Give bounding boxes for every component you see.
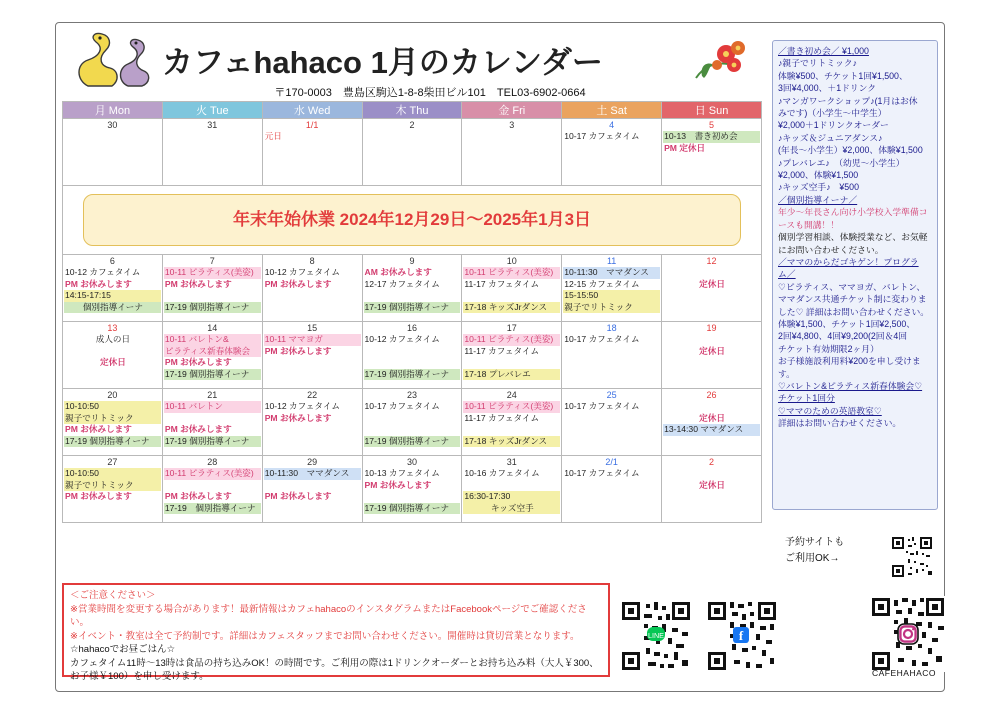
day-number: 30 [107, 120, 118, 130]
day-events [662, 468, 761, 491]
day-event-line: AM お休みします [364, 267, 432, 277]
price-info-line: ／ママのからだゴキゲン！プログラ [778, 256, 919, 267]
calendar-week-row [63, 456, 762, 523]
calendar-day-cell [63, 389, 163, 456]
day-number: 7 [209, 256, 215, 266]
price-info-line: チケット有効期限2ヶ月） [778, 343, 879, 354]
price-info-line: 3回¥4,000、＋1ドリンク [778, 83, 877, 94]
day-event-line: 17-18 キッズJrダンス [463, 302, 560, 314]
day-number: 15 [307, 323, 318, 333]
calendar-day-cell [462, 119, 562, 186]
notice-line-5: お子様￥100）を申し受けます。 [70, 671, 209, 682]
day-number: 20 [107, 390, 118, 400]
holiday-banner-cell [63, 186, 762, 255]
day-event-line: 定休日 [699, 412, 725, 423]
day-event-line: 12-17 カフェタイム [364, 278, 440, 289]
day-number: 19 [706, 323, 717, 333]
day-events [163, 468, 262, 514]
day-event-line: 10-11 ピラティス(美姿) [463, 401, 560, 413]
weekday-thu: 木 Thu [362, 102, 462, 119]
day-event-line: PM お休みします [264, 278, 332, 289]
day-event-line: キッズ空手 [463, 503, 560, 515]
day-number: 5 [709, 120, 715, 130]
day-events [63, 401, 162, 447]
day-event-line: 10-12 カフェタイム [264, 267, 341, 277]
day-event-line: 10-17 カフェタイム [564, 401, 640, 411]
day-event-line [364, 290, 461, 302]
day-event-line: 10-17 カフェタイム [564, 334, 640, 344]
day-event-line [463, 424, 560, 436]
price-info-line: ママダンス共通チケット制に変わりま [778, 294, 927, 305]
calendar-day-cell [662, 322, 762, 389]
day-events [662, 334, 761, 357]
calendar-week-row [63, 119, 762, 186]
calendar-table [62, 101, 762, 523]
day-number: 17 [506, 323, 517, 333]
day-event-line: 15-15:50 [563, 290, 660, 302]
day-event-line [364, 424, 461, 436]
day-event-line: 10-11 ママヨガ [264, 334, 361, 346]
day-event-line: 11-17 カフェタイム [464, 278, 540, 289]
price-info-line: ♡バレトン&ピラティス新春体験会♡ [778, 380, 923, 391]
day-events [363, 334, 462, 380]
reservation-line1: 予約サイトも [785, 537, 845, 548]
day-event-line: 10-17 カフェタイム [364, 401, 440, 411]
day-number: 22 [307, 390, 318, 400]
day-event-line: 10-11 ピラティス(美姿) [164, 468, 261, 480]
day-event-line: PM お休みします [65, 424, 132, 434]
day-event-line [663, 334, 760, 346]
day-event-line: PM 定休日 [664, 142, 706, 153]
day-event-line [364, 357, 461, 369]
svg-text:f: f [738, 628, 744, 643]
calendar-day-cell [462, 255, 562, 322]
day-number: 13 [107, 323, 118, 333]
day-event-line: 17-18 キッズJrダンス [463, 436, 560, 448]
day-number: 2 [409, 120, 415, 130]
day-event-line: 10-11 ピラティス(美姿) [463, 267, 560, 279]
calendar-day-cell [63, 322, 163, 389]
weekday-header-row [63, 102, 762, 119]
day-event-line: 定休日 [699, 278, 725, 289]
day-event-line [64, 503, 161, 515]
day-event-line: 10-11:30 ママダンス [563, 267, 660, 279]
day-event-line [164, 480, 261, 492]
calendar-day-cell [162, 119, 262, 186]
day-events [63, 468, 162, 514]
day-number: 31 [506, 457, 517, 467]
calendar-day-cell [162, 456, 262, 523]
day-event-line [264, 480, 361, 492]
calendar-day-cell [63, 456, 163, 523]
day-events [562, 401, 661, 413]
price-info-line: ♪親子でリトミック♪ [778, 58, 857, 69]
day-number: 14 [207, 323, 218, 333]
day-event-line: PM お休みします [164, 491, 232, 501]
day-event-line: 10-16 カフェタイム [464, 468, 540, 478]
day-events [462, 334, 561, 380]
day-number: 23 [406, 390, 417, 400]
price-info-line: ースも開講！！ [778, 219, 840, 230]
day-event-line: PM お休みします [364, 479, 432, 490]
day-events [263, 334, 362, 357]
day-events [263, 401, 362, 424]
day-number: 11 [606, 256, 617, 266]
day-events [462, 401, 561, 447]
price-info-line: (年長〜小学生）¥2,000、体験¥1,500 [778, 145, 923, 156]
notice-line-4: カフェタイム11時〜13時は食品の持ち込みOK！の時間です。ご利用の際は1ドリンクオーダーとお持ち込み料（大人￥300、 [70, 657, 599, 669]
calendar-day-cell [562, 456, 662, 523]
price-info-line: 体験¥500、チケット1回¥1,500、 [778, 70, 908, 81]
notice-line-3: ☆hahacoでお昼ごはん☆ [70, 644, 176, 655]
line-qr-code[interactable] [620, 600, 692, 677]
day-event-line [364, 346, 461, 358]
day-number: 24 [506, 390, 517, 400]
day-event-line: 10-13 カフェタイム [364, 468, 440, 478]
price-info-line: ♡ママのための英語教室♡ [778, 405, 882, 416]
day-event-line: PM お休みします [264, 412, 332, 423]
day-event-line: 成人の日 [95, 334, 131, 344]
day-events [562, 267, 661, 313]
day-events [462, 468, 561, 514]
calendar-day-cell [662, 456, 762, 523]
day-event-line: 17-19 個別指導イーナ [364, 369, 461, 381]
price-info-line: 2回¥4,800、4回¥9,200(2回＆4回 [778, 331, 908, 342]
day-event-line: 12-15 カフェタイム [564, 278, 640, 289]
day-number: 1/1 [305, 120, 319, 130]
day-events [63, 334, 162, 369]
price-info-line: 体験¥1,500、チケット1回¥2,500、 [778, 318, 916, 329]
day-number: 10 [506, 256, 517, 266]
day-event-line: 元日 [264, 131, 282, 141]
day-event-line: PM お休みします [264, 491, 332, 501]
price-info-line: ♪キッズ＆ジュニアダンス♪ [778, 132, 883, 143]
price-info-line: ♪プレバレエ♪ （幼児〜小学生） [778, 157, 905, 168]
day-event-line [164, 290, 261, 302]
calendar-day-cell [362, 322, 462, 389]
day-event-line: 17-19 個別指導イーナ [64, 436, 161, 448]
day-events [363, 267, 462, 313]
day-number: 27 [107, 457, 118, 467]
day-event-line [463, 290, 560, 302]
day-event-line: 16:30-17:30 [463, 491, 560, 503]
price-info-line: ¥2,000＋1ドリンクオーダー [778, 120, 889, 131]
shop-address: 〒170-0003 豊島区駒込1-8-8柴田ビル101 TEL03-6902-0664 [274, 87, 586, 99]
price-info-line: ♪キッズ空手♪ ¥500 [778, 182, 859, 193]
day-event-line [663, 267, 760, 279]
day-event-line: 10-11 ピラティス(美姿) [164, 267, 261, 279]
price-info-line: ♡ピラティス、ママヨガ、バレトン、 [778, 281, 926, 292]
day-event-line: 13-14:30 ママダンス [663, 424, 760, 436]
calendar-day-cell [63, 119, 163, 186]
day-event-line: 17-19 個別指導イーナ [164, 369, 261, 381]
day-event-line: 10-12 カフェタイム [364, 334, 440, 344]
price-info-line: した♡ 詳細はお問い合わせください。 [778, 306, 930, 317]
weekday-sun: 日 Sun [662, 102, 762, 119]
calendar-day-cell [662, 119, 762, 186]
calendar-day-cell [262, 322, 362, 389]
day-number: 8 [309, 256, 315, 266]
day-event-line [64, 346, 161, 358]
day-number: 26 [706, 390, 717, 400]
notice-title: ＜ご注意ください＞ [70, 590, 156, 601]
day-events [363, 468, 462, 514]
price-info-line: 年少〜年長さん向け小学校入学準備コ [778, 207, 928, 218]
calendar-day-cell [462, 456, 562, 523]
day-event-line: PM お休みします [164, 424, 232, 434]
day-event-line: 10-11:30 ママダンス [264, 468, 361, 480]
day-event-line: 親子でリトミック [64, 413, 161, 425]
day-number: 3 [509, 120, 515, 130]
facebook-qr-code[interactable] [706, 600, 778, 677]
calendar-day-cell [362, 456, 462, 523]
day-number: 28 [207, 457, 218, 467]
day-number: 2/1 [605, 457, 618, 467]
day-number: 16 [406, 323, 417, 333]
weekday-wed: 水 Wed [262, 102, 362, 119]
calendar-week-row [63, 255, 762, 322]
day-number: 31 [207, 120, 218, 130]
price-info-line: チケット1回分 [778, 393, 835, 404]
day-event-line: 個別指導イーナ [64, 302, 161, 314]
calendar-day-cell [162, 255, 262, 322]
calendar-day-cell [562, 322, 662, 389]
day-event-line: 10-11 バレトン [164, 401, 261, 413]
day-events [163, 267, 262, 313]
day-event-line: 10-11 バレトン& [164, 334, 261, 346]
calendar-day-cell [562, 119, 662, 186]
day-events [263, 267, 362, 290]
calendar-day-cell [462, 389, 562, 456]
day-event-line: 10-12 カフェタイム [264, 401, 341, 411]
calendar-day-cell [562, 255, 662, 322]
day-event-line [463, 480, 560, 492]
footer-caption: CAFEHAHACO [872, 668, 937, 678]
calendar-day-cell [262, 255, 362, 322]
price-info-line: ／書き初め会／ ¥1,000 [778, 46, 869, 56]
weekday-tue: 火 Tue [162, 102, 262, 119]
day-events [662, 131, 761, 154]
day-events [63, 267, 162, 313]
price-info-panel [772, 40, 938, 510]
calendar-day-cell [562, 389, 662, 456]
holiday-banner-row [63, 186, 762, 255]
calendar-day-cell [162, 322, 262, 389]
price-info-line: 詳細はお問い合わせください。 [778, 418, 902, 429]
day-event-line: 17-19 個別指導イーナ [164, 436, 261, 448]
day-event-line: 定休日 [699, 345, 725, 356]
day-events [163, 334, 262, 380]
day-number: 12 [706, 256, 717, 266]
day-event-line: 10-11 ピラティス(美姿) [463, 334, 560, 346]
price-info-line: にお問い合わせください。 [778, 244, 884, 255]
day-event-line: 10-10:50 [64, 468, 161, 480]
page-title: カフェhahaco 1月のカレンダー [162, 44, 603, 80]
calendar-day-cell [362, 119, 462, 186]
reservation-line2: ご利用OK→ [785, 553, 840, 564]
day-number: 6 [109, 256, 115, 266]
day-event-line [364, 413, 461, 425]
day-event-line: 17-18 プレバレエ [463, 369, 560, 381]
day-event-line: PM お休みします [264, 345, 332, 356]
day-event-line: 親子でリトミック [563, 302, 660, 314]
calendar-week-row [63, 389, 762, 456]
day-events [562, 131, 661, 143]
calendar-week-row [63, 322, 762, 389]
day-event-line: 11-17 カフェタイム [464, 345, 540, 356]
day-events [363, 401, 462, 447]
calendar-day-cell [262, 119, 362, 186]
holiday-banner: 年末年始休業 2024年12月29日〜2025年1月3日 [83, 194, 741, 246]
day-number: 2 [709, 457, 715, 467]
price-info-line: ♪マンガワークショップ♪(1月はお休 [778, 95, 918, 106]
calendar-day-cell [362, 255, 462, 322]
day-event-line: 10-10:50 [64, 401, 161, 413]
day-events [263, 131, 362, 143]
calendar-day-cell [662, 255, 762, 322]
day-event-line [463, 357, 560, 369]
day-event-line: 親子でリトミック [64, 480, 161, 492]
day-event-line: 10-17 カフェタイム [564, 468, 640, 478]
price-info-line: お子様施設利用料¥200を申し受けま [778, 356, 921, 367]
reservation-qr-code[interactable] [890, 535, 934, 579]
day-number: 29 [307, 457, 318, 467]
day-event-line: ピラティス新春体験会 [164, 346, 261, 358]
calendar-day-cell [63, 255, 163, 322]
day-events [562, 468, 661, 480]
calendar-day-cell [162, 389, 262, 456]
day-event-line: PM お休みします [164, 357, 232, 367]
weekday-sat: 土 Sat [562, 102, 662, 119]
day-events [562, 334, 661, 346]
calendar-day-cell [462, 322, 562, 389]
day-number: 18 [606, 323, 617, 333]
day-event-line: 17-19 個別指導イーナ [164, 302, 261, 314]
day-number: 30 [406, 457, 417, 467]
day-number: 4 [609, 120, 615, 130]
day-event-line [364, 491, 461, 503]
day-event-line [663, 401, 760, 413]
instagram-qr-code[interactable] [870, 596, 946, 677]
snake-mascot-icon [70, 28, 156, 90]
day-number: 9 [409, 256, 415, 266]
notice-line-1: ※営業時間を変更する場合があります！最新情報はカフェhahacoのインスタグラムまたはFacebookページでご確認ください。 [70, 603, 587, 628]
flower-decoration-icon [690, 32, 750, 84]
calendar-day-cell [262, 456, 362, 523]
weekday-mon: 月 Mon [63, 102, 163, 119]
day-event-line: 定休日 [699, 479, 725, 490]
calendar-day-cell [362, 389, 462, 456]
day-event-line: 17-19 個別指導イーナ [164, 503, 261, 515]
day-event-line: 10-17 カフェタイム [564, 131, 640, 141]
price-info-line: す。 [778, 368, 795, 379]
day-event-line: 14:15-17:15 [64, 290, 161, 302]
day-event-line: 10-12 カフェタイム [65, 267, 141, 277]
svg-text:LINE: LINE [648, 631, 664, 640]
day-event-line: 17-19 個別指導イーナ [364, 302, 461, 314]
calendar-day-cell [662, 389, 762, 456]
price-info-line: みです)（小学生〜中学生） [778, 108, 887, 119]
day-events [662, 267, 761, 290]
weekday-fri: 金 Fri [462, 102, 562, 119]
day-event-line [663, 468, 760, 480]
calendar-day-cell [262, 389, 362, 456]
day-event-line [164, 413, 261, 425]
day-events [662, 401, 761, 436]
price-info-line: ¥2,000、体験¥1,500 [778, 170, 859, 181]
day-events [462, 267, 561, 313]
day-event-line: PM お休みします [164, 278, 232, 289]
day-event-line: 定休日 [100, 357, 126, 367]
day-number: 25 [606, 390, 617, 400]
price-info-line: ム／ [778, 269, 796, 280]
notice-line-2: ※イベント・教室は全て予約制です。詳細はカフェスタッフまでお問い合わせください。開催時は貸切営業となります。 [70, 630, 580, 642]
day-event-line: PM お休みします [65, 491, 132, 501]
price-info-line: 個別学習相談、体験授業など、お気軽 [778, 232, 928, 243]
day-number: 21 [207, 390, 218, 400]
day-event-line: PM お休みします [65, 278, 132, 289]
day-event-line: 10-13 書き初め会 [663, 131, 760, 143]
price-info-line: ／個別指導イーナ／ [778, 194, 858, 205]
day-event-line: 17-19 個別指導イーナ [364, 436, 461, 448]
day-events [163, 401, 262, 447]
day-event-line: 11-17 カフェタイム [464, 412, 540, 423]
day-events [263, 468, 362, 503]
notice-box [62, 583, 610, 682]
day-event-line: 17-19 個別指導イーナ [364, 503, 461, 515]
